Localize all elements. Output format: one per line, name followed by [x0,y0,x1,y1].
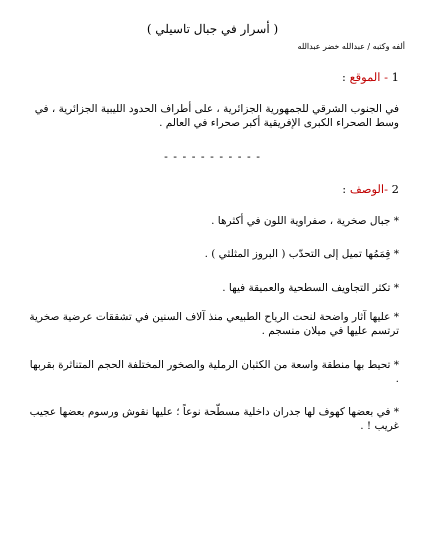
section-label: - الموقع [349,70,389,84]
section-number: 2 [391,182,399,196]
description-item: * جبال صخرية ، صفراوية اللون في أكثرها . [211,215,399,227]
author-line: ألفه وكتبه / عبدالله خضر عبدالله [297,42,405,51]
section-heading-location [342,70,399,84]
description-item: * في بعضها كهوف لها جدران داخلية مسطّحة نوعاً ؛ عليها نقوش ورسوم بعضها عجيب غريب ! . [29,406,399,432]
description-item: * تكثر التجاويف السطحية والعميقة فيها . [222,282,399,294]
location-paragraph: في الجنوب الشرقي للجمهورية الجزائرية ، على أطراف الحدود الليبية الجزائرية ، في وسط الصحراء الكبرى الإفريقية أكبر صحراء في العالم . [34,103,399,129]
section-label: -الوصف [349,182,389,196]
separator-line: - - - - - - - - - - - [164,150,261,163]
description-item: * تحيط بها منطقة واسعة من الكثبان الرملية والصخور المختلفة الحجم المتناثرة بقربها . [29,359,399,385]
section-colon: : [342,70,346,84]
section-heading-description [342,182,399,196]
section-number: 1 [391,70,399,84]
description-item: * قِمَمُها تميل إلى التحدّب ( البروز المثلثي ) . [204,248,399,260]
description-item: * عليها آثار واضحة لنحت الرياح الطبيعي منذ آلاف السنين في تشققات عرضية صخرية ترتسم عليها في ميلان منسجم . [29,311,399,337]
section-colon: : [342,182,347,196]
document-title: ( أسرار في جبال تاسيلي ) [146,22,279,36]
